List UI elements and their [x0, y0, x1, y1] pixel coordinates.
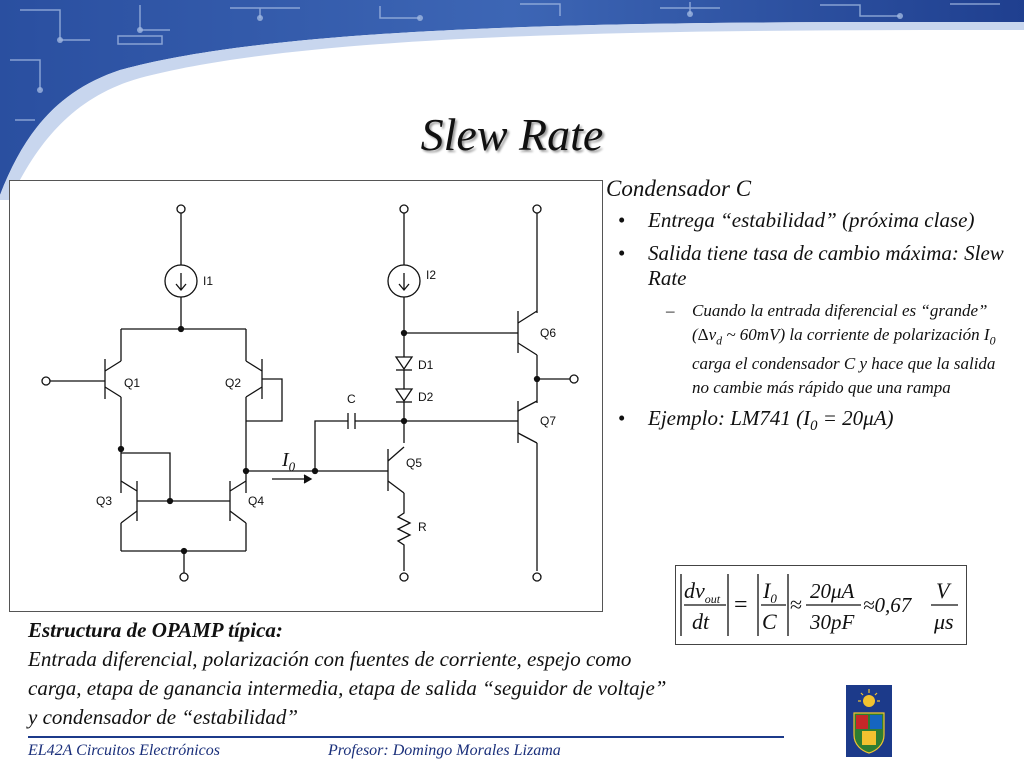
footer-course: EL42A Circuitos Electrónicos — [28, 742, 220, 759]
label-q4: Q4 — [248, 494, 265, 508]
label-q6: Q6 — [540, 326, 557, 340]
label-r: R — [418, 520, 427, 534]
footer-professor: Profesor: Domingo Morales Lizama — [328, 742, 561, 759]
label-i1: I1 — [203, 274, 214, 288]
svg-text:dvout: $dv_{out}$ — [684, 578, 721, 606]
svg-text:20μA: 20μA — [810, 579, 855, 603]
label-i0: $I_0$ — [282, 449, 296, 474]
caption-heading: Estructura de OPAMP típica: — [28, 618, 283, 642]
svg-text:30pF: 30pF — [810, 610, 855, 634]
label-q7: Q7 — [540, 414, 557, 428]
svg-text:I0: $I_0$ — [763, 578, 777, 606]
bullet-item: • Ejemplo: LM741 $(I_0 = 20\mu A)$ — [618, 406, 894, 435]
bullet-item: • Entrega “estabilidad” (próxima clase) — [618, 208, 975, 232]
label-d2: D2 — [418, 390, 434, 404]
university-logo — [846, 685, 892, 757]
svg-text:≈0,67: ≈0,67 — [863, 593, 912, 617]
svg-text:C: C — [762, 609, 777, 634]
label-q1: Q1 — [124, 376, 141, 390]
slide-title: Slew Rate — [420, 109, 604, 160]
circuit-wires — [42, 205, 578, 581]
slew-rate-formula — [675, 565, 967, 645]
bullet-subitem: – Cuando la entrada diferencial es “grande” ($\Delta v_d$ ~ 60mV) la corriente de polarización $I_0$ carga el condensador C y hace que la salida no cambie más rápido que una rampa — [666, 301, 996, 398]
label-q5: Q5 — [406, 456, 423, 470]
header-banner — [0, 0, 1024, 200]
circuit-diagram — [9, 180, 603, 612]
label-d1: D1 — [418, 358, 434, 372]
bullet-heading: Condensador C — [606, 176, 752, 201]
svg-text:μs: μs — [934, 609, 954, 634]
svg-text:V: V — [936, 578, 950, 603]
bullet-list — [606, 176, 1016, 448]
label-c: C — [347, 392, 356, 406]
svg-text:dt: dt — [692, 609, 710, 634]
label-q3: Q3 — [96, 494, 113, 508]
footer-divider — [28, 736, 784, 738]
svg-text:≈: ≈ — [790, 592, 803, 617]
opamp-caption — [28, 616, 678, 732]
bullet-item: • Salida tiene tasa de cambio máxima: Slew Rate — [618, 241, 1004, 290]
svg-text:=: = — [734, 592, 748, 618]
label-q2: Q2 — [225, 376, 242, 390]
caption-body: Entrada diferencial, polarización con fuentes de corriente, espejo como carga, etapa de ganancia intermedia, etapa de salida “seguidor de voltaje” y condensador de “estabilidad” — [28, 647, 667, 729]
label-i2: I2 — [426, 268, 437, 282]
